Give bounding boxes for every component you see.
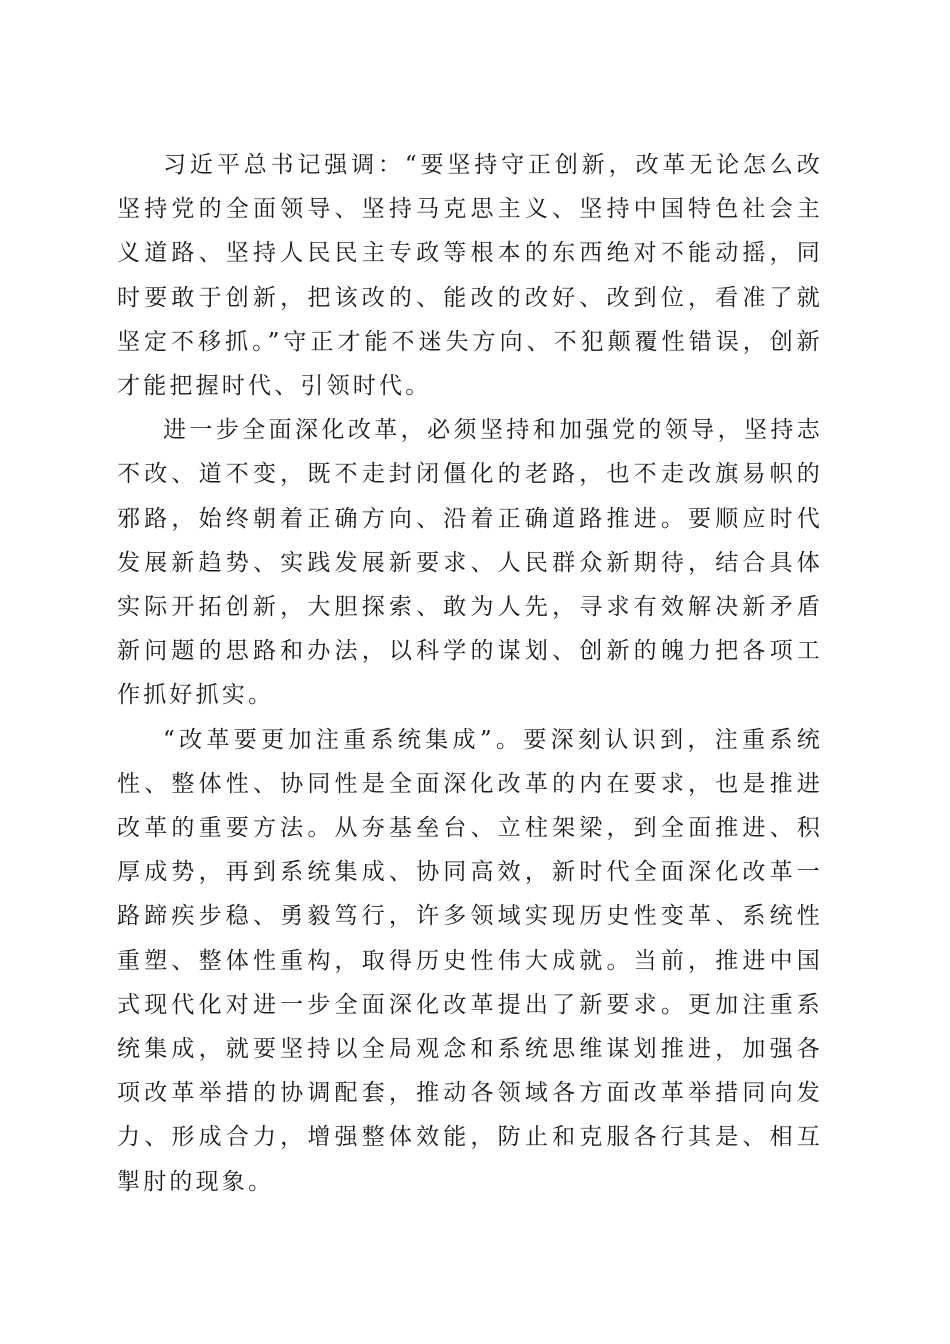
- document-body: [117, 143, 823, 1204]
- paragraph-2: 进一步全面深化改革，必须坚持和加强党的领导，坚持志不改、道不变，既不走封闭僵化的老路，也不走改旗易帜的邪路，始终朝着正确方向、沿着正确道路推进。要顺应时代发展新趋势、实践发展新要求、人民群众新期待，结合具体实际开拓创新，大胆探索、敢为人先，寻求有效解决新矛盾新问题的思路和办法，以科学的谋划、创新的魄力把各项工作抓好抓实。: [117, 417, 823, 709]
- paragraph-3: “改革要更加注重系统集成”。要深刻认识到，注重系统性、整体性、协同性是全面深化改革的内在要求，也是推进改革的重要方法。从夯基垒台、立柱架梁，到全面推进、积厚成势，再到系统集成、协同高效，新时代全面深化改革一路蹄疾步稳、勇毅笃行，许多领域实现历史性变革、系统性重塑、整体性重构，取得历史性伟大成就。当前，推进中国式现代化对进一步全面深化改革提出了新要求。更加注重系统集成，就要坚持以全局观念和系统思维谋划推进，加强各项改革举措的协调配套，推动各领域各方面改革举措同向发力、形成合力，增强整体效能，防止和克服各行其是、相互掣肘的现象。: [117, 726, 823, 1195]
- paragraph-1: 习近平总书记强调：“要坚持守正创新，改革无论怎么改坚持党的全面领导、坚持马克思主义、坚持中国特色社会主义道路、坚持人民民主专政等根本的东西绝对不能动摇，同时要敢于创新，把该改的、能改的改好、改到位，看准了就坚定不移抓。”守正才能不迷失方向、不犯颠覆性错误，创新才能把握时代、引领时代。: [117, 152, 823, 400]
